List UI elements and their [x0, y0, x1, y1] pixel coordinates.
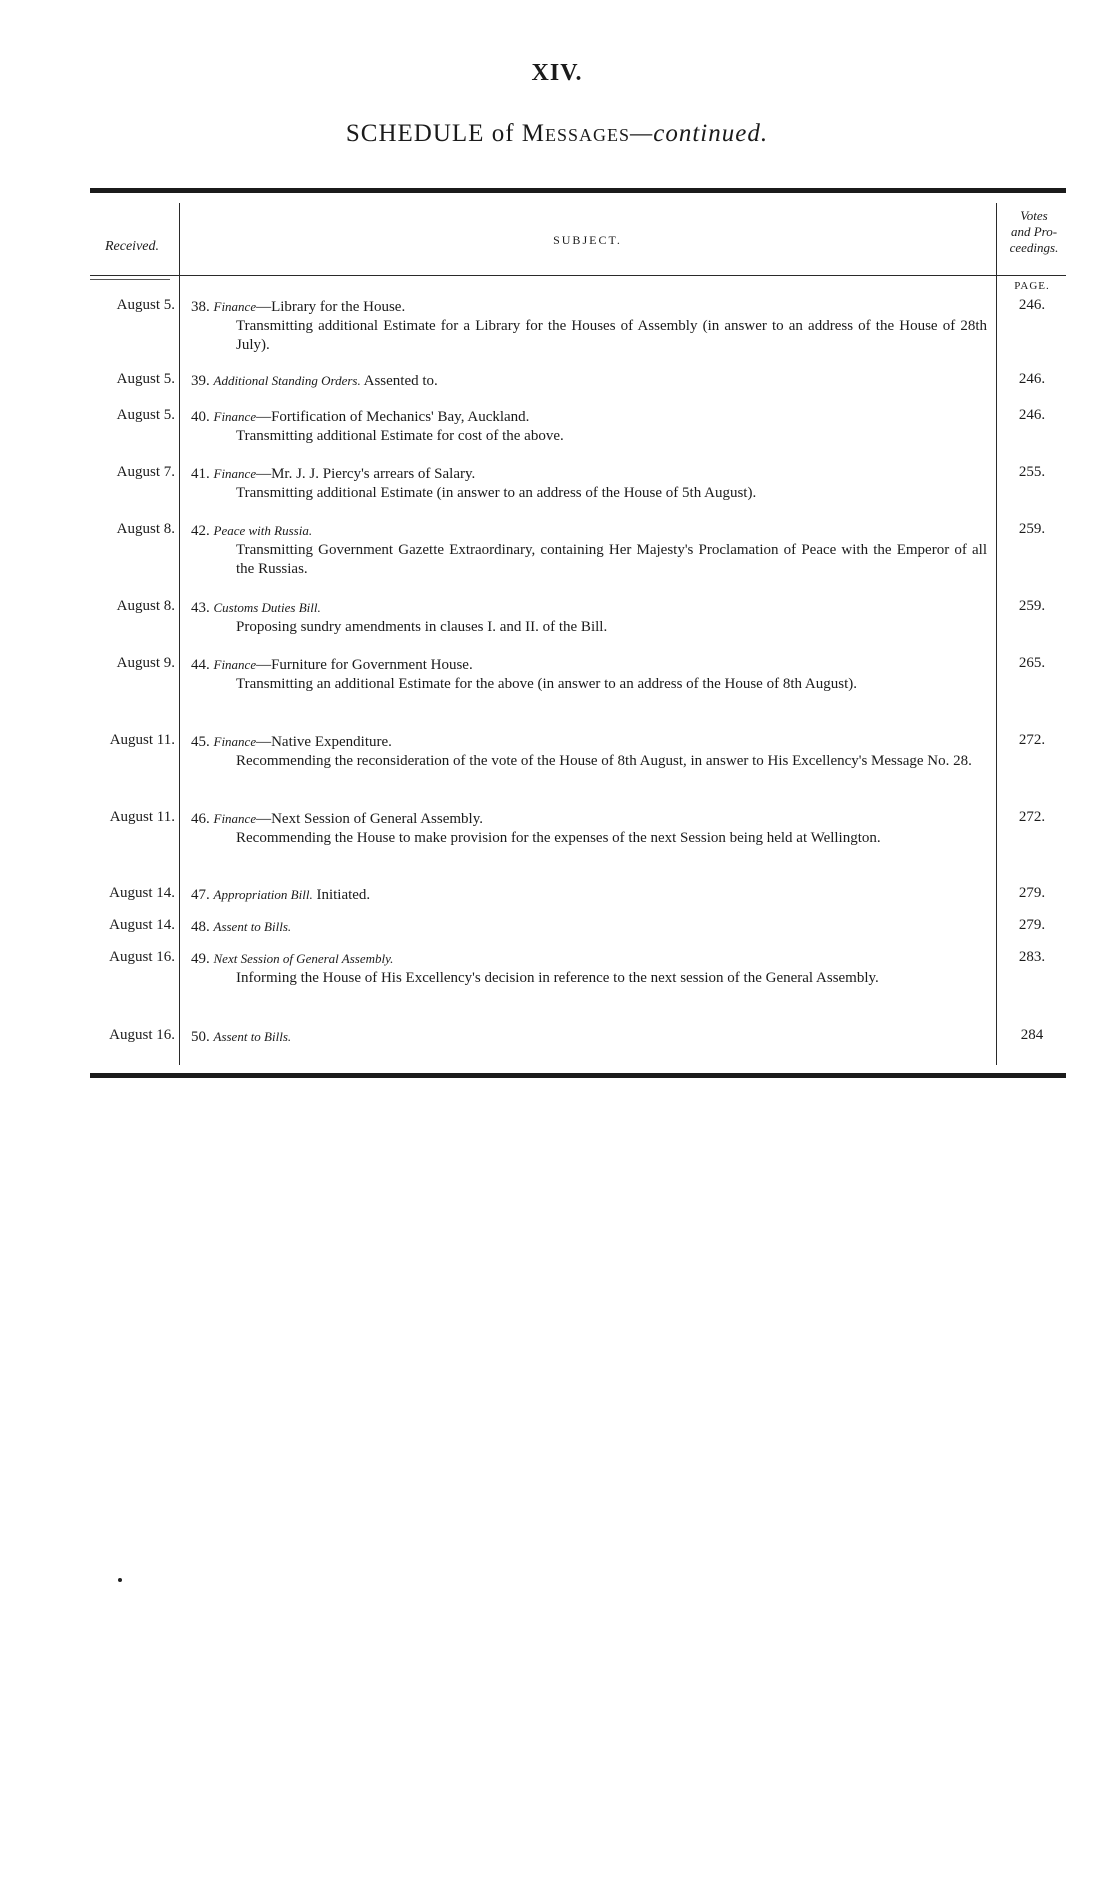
row-date: August 5. — [116, 407, 175, 423]
title-continued: —continued. — [630, 120, 769, 147]
votes-line-3: ceedings. — [1009, 240, 1059, 255]
row-page: 246. — [1018, 407, 1046, 423]
row-number: 40. — [191, 409, 210, 425]
row-subject — [191, 809, 987, 848]
column-header-votes — [1002, 208, 1066, 256]
row-page: 279. — [1018, 917, 1046, 933]
row-description: Transmitting Government Gazette Extraordinary, containing Her Majesty's Proclamation of Peace with the Emperor of all the Russias. — [236, 542, 987, 577]
row-page: 283. — [1018, 949, 1046, 965]
row-date: August 16. — [109, 1027, 175, 1043]
row-topic: Finance — [213, 409, 257, 424]
row-topic: Assent to Bills. — [213, 1029, 292, 1044]
row-topic: Finance — [213, 466, 257, 481]
row-topic: Finance — [213, 811, 257, 826]
row-date: August 16. — [109, 949, 175, 965]
stray-dot — [118, 1578, 122, 1582]
header-rule-short — [90, 279, 170, 280]
row-page: 259. — [1018, 598, 1046, 614]
row-topic: Assent to Bills. — [213, 919, 292, 934]
row-topic: Appropriation Bill. — [213, 887, 313, 902]
row-number: 49. — [191, 951, 210, 967]
row-date: August 5. — [116, 297, 175, 313]
row-title-rest: —Mr. J. J. Piercy's arrears of Salary. — [256, 466, 476, 482]
row-subject — [191, 371, 987, 391]
column-divider-received — [179, 203, 180, 1065]
row-date: August 8. — [116, 598, 175, 614]
row-page: 284 — [1020, 1027, 1044, 1043]
row-topic: Customs Duties Bill. — [213, 600, 321, 615]
row-description: Recommending the reconsideration of the vote of the House of 8th August, in answer to His Excellency's Message No. 28. — [236, 753, 972, 769]
row-subject — [191, 917, 987, 937]
row-title-rest: —Furniture for Government House. — [256, 657, 473, 673]
row-subject — [191, 655, 987, 694]
row-description: Transmitting additional Estimate for a Library for the Houses of Assembly (in answer to an address of the House of 28th July). — [236, 318, 987, 353]
row-date: August 5. — [116, 371, 175, 387]
row-description: Transmitting additional Estimate for cost of the above. — [236, 428, 564, 444]
row-topic: Finance — [213, 734, 257, 749]
row-number: 50. — [191, 1029, 210, 1045]
row-number: 48. — [191, 919, 210, 935]
row-page: 272. — [1018, 732, 1046, 748]
row-date: August 7. — [116, 464, 175, 480]
row-description: Proposing sundry amendments in clauses I. and II. of the Bill. — [236, 619, 608, 635]
row-description: Transmitting an additional Estimate for the above (in answer to an address of the House of 8th August). — [236, 676, 857, 692]
row-page: 246. — [1018, 297, 1046, 313]
row-subject — [191, 407, 987, 446]
row-date: August 14. — [109, 917, 175, 933]
schedule-table — [90, 188, 1066, 1078]
row-title-rest: Initiated. — [312, 887, 371, 903]
row-subject — [191, 521, 987, 579]
row-subject — [191, 464, 987, 503]
row-subject — [191, 1027, 987, 1047]
row-topic: Additional Standing Orders. — [213, 373, 361, 388]
row-topic: Next Session of General Assembly. — [213, 951, 394, 966]
row-title-rest: —Native Expenditure. — [256, 734, 392, 750]
row-description: Transmitting additional Estimate (in answer to an address of the House of 5th August). — [236, 485, 757, 501]
row-page: 246. — [1018, 371, 1046, 387]
row-subject — [191, 297, 987, 355]
row-topic: Peace with Russia. — [213, 523, 313, 538]
page-column-label: PAGE. — [1014, 280, 1050, 292]
page-number: XIV. — [531, 60, 583, 86]
column-header-received: Received. — [104, 239, 159, 254]
row-title-rest: —Fortification of Mechanics' Bay, Auckland. — [256, 409, 530, 425]
row-number: 43. — [191, 600, 210, 616]
row-date: August 11. — [109, 809, 175, 825]
column-divider-votes — [996, 203, 997, 1065]
row-page: 272. — [1018, 809, 1046, 825]
row-date: August 14. — [109, 885, 175, 901]
title-smallcaps: Messages — [521, 120, 631, 147]
row-page: 255. — [1018, 464, 1046, 480]
row-number: 46. — [191, 811, 210, 827]
row-number: 47. — [191, 887, 210, 903]
header-rule — [90, 275, 1066, 276]
page-title — [0, 120, 1114, 148]
row-title-rest: —Next Session of General Assembly. — [256, 811, 484, 827]
row-number: 38. — [191, 299, 210, 315]
row-number: 45. — [191, 734, 210, 750]
row-page: 259. — [1018, 521, 1046, 537]
row-date: August 11. — [109, 732, 175, 748]
row-title-rest: Assented to. — [360, 373, 438, 389]
row-number: 42. — [191, 523, 210, 539]
row-description: Recommending the House to make provision for the expenses of the next Session being held at Wellington. — [236, 830, 881, 846]
row-page: 265. — [1018, 655, 1046, 671]
row-subject — [191, 885, 987, 905]
row-title-rest: —Library for the House. — [256, 299, 406, 315]
title-main: SCHEDULE of — [345, 120, 522, 147]
row-page: 279. — [1018, 885, 1046, 901]
row-date: August 9. — [116, 655, 175, 671]
row-subject — [191, 732, 987, 771]
row-date: August 8. — [116, 521, 175, 537]
votes-line-2: and Pro- — [1010, 224, 1058, 239]
votes-line-1: Votes — [1020, 208, 1048, 223]
row-number: 39. — [191, 373, 210, 389]
row-number: 44. — [191, 657, 210, 673]
row-description: Informing the House of His Excellency's decision in reference to the next session of the General Assembly. — [236, 970, 879, 986]
row-subject — [191, 598, 987, 637]
row-number: 41. — [191, 466, 210, 482]
row-subject — [191, 949, 987, 988]
row-topic: Finance — [213, 299, 257, 314]
row-topic: Finance — [213, 657, 257, 672]
column-header-subject: SUBJECT. — [553, 233, 622, 247]
